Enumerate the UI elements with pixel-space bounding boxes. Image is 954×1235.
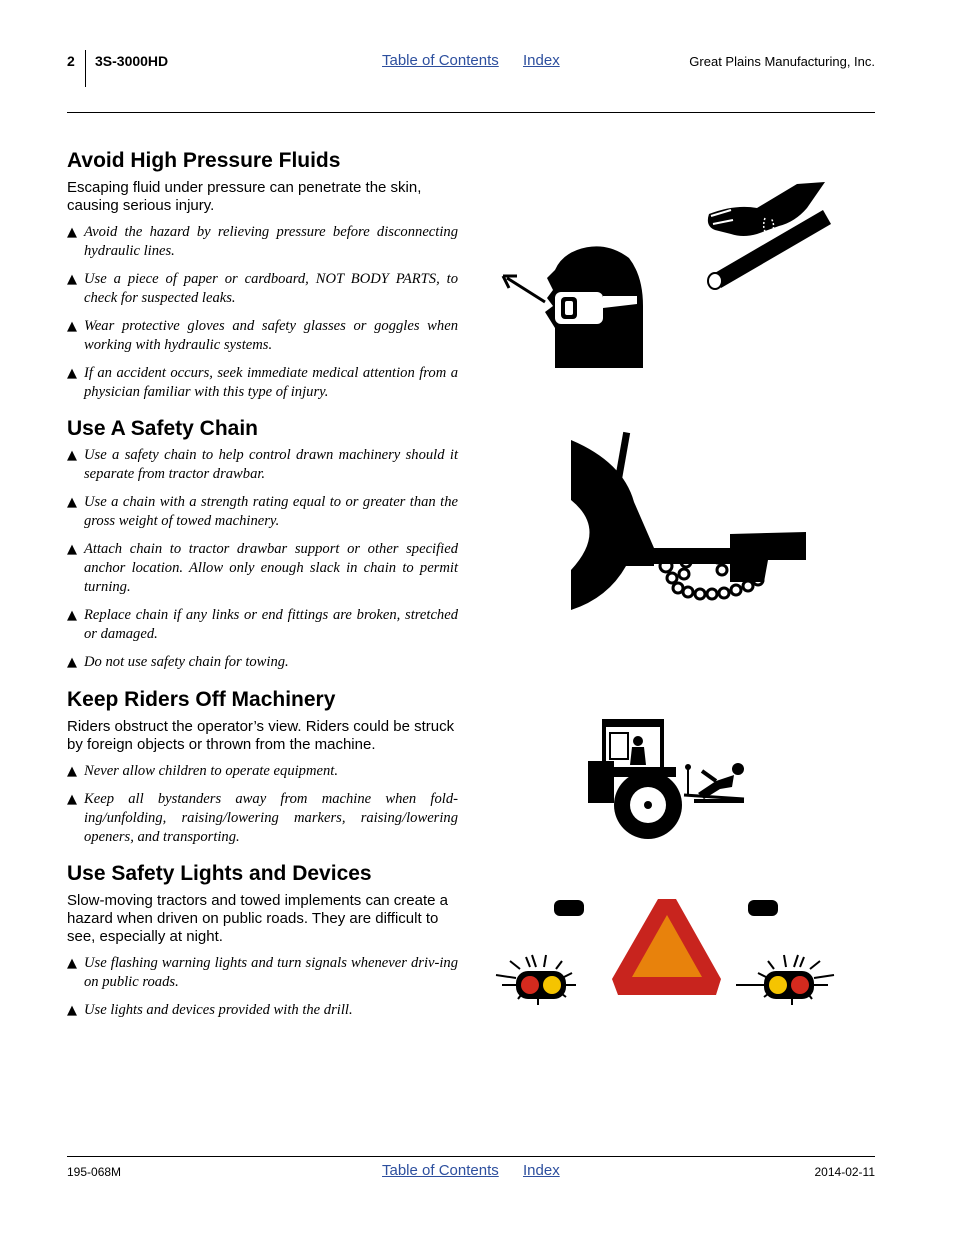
section-lights — [67, 862, 458, 1020]
bullet-triangle-icon: ▲ — [67, 495, 77, 510]
list-item: ▲ Use a chain with a strength rating equal to or greater than the gross weight of towed machinery. — [67, 494, 458, 529]
bullet-triangle-icon: ▲ — [67, 1003, 77, 1018]
header-rule — [67, 112, 875, 113]
footer-rule — [67, 1156, 875, 1157]
toc-link-footer[interactable]: Table of Contents — [382, 1162, 499, 1179]
list-item: ▲ Attach chain to tractor drawbar support or other specified anchor location. Allow only enough slack in chain to permit turning. — [67, 541, 458, 595]
model-name: 3S-3000HD — [95, 53, 169, 69]
bullet-list — [67, 446, 458, 672]
list-item: ▲ If an accident occurs, seek immediate medical attention from a physician familiar with this type of injury. — [67, 365, 458, 400]
list-item: ▲ Wear protective gloves and safety glasses or goggles when working with hydraulic systems. — [67, 318, 458, 353]
toc-link-header[interactable]: Table of Contents — [382, 52, 499, 69]
bullet-triangle-icon: ▲ — [67, 225, 77, 240]
bullet-list — [67, 762, 458, 847]
list-item: ▲ Never allow children to operate equipment. — [67, 763, 338, 779]
section-title: Keep Riders Off Machinery — [67, 688, 336, 711]
bullet-triangle-icon: ▲ — [67, 764, 77, 779]
list-item: ▲ Replace chain if any links or end fittings are broken, stretched or damaged. — [67, 607, 458, 642]
page-number: 2 — [67, 53, 75, 69]
list-item: ▲ Use a piece of paper or cardboard, NOT BODY PARTS, to check for suspected leaks. — [67, 271, 458, 306]
section-intro: Escaping fluid under pressure can penetrate the skin, causing serious injury. — [67, 179, 422, 214]
section-safety-chain — [67, 417, 458, 672]
riders-illustration — [584, 715, 750, 841]
bullet-list — [67, 954, 458, 1020]
safety-lights-illustration — [492, 893, 838, 1008]
section-title: Avoid High Pressure Fluids — [67, 149, 341, 172]
bullet-triangle-icon: ▲ — [67, 542, 77, 557]
safety-chain-illustration — [568, 430, 810, 612]
bullet-triangle-icon: ▲ — [67, 448, 77, 463]
section-intro: Slow-moving tractors and towed implements can create a hazard when driven on public roads. They are difficult to see, especially at night. — [67, 892, 449, 945]
header-divider — [85, 50, 86, 87]
bullet-triangle-icon: ▲ — [67, 655, 77, 670]
document-date: 2014-02-11 — [814, 1165, 875, 1179]
bullet-triangle-icon: ▲ — [67, 608, 77, 623]
bullet-triangle-icon: ▲ — [67, 272, 77, 287]
index-link-header[interactable]: Index — [523, 52, 560, 69]
section-title: Use A Safety Chain — [67, 417, 258, 440]
high-pressure-fluid-illustration — [495, 178, 835, 374]
section-intro: Riders obstruct the operator’s view. Riders could be struck by foreign objects or thrown from the machine. — [67, 718, 455, 753]
document-code: 195-068M — [67, 1165, 122, 1179]
list-item: ▲ Keep all bystanders away from machine when fold-ing/unfolding, raising/lowering markers, raising/lowering openers, and transporting. — [67, 791, 458, 845]
bullet-triangle-icon: ▲ — [67, 366, 77, 381]
list-item: ▲ Avoid the hazard by relieving pressure before disconnecting hydraulic lines. — [67, 224, 458, 259]
bullet-list — [67, 223, 458, 402]
company-name: Great Plains Manufacturing, Inc. — [689, 54, 875, 69]
bullet-triangle-icon: ▲ — [67, 319, 77, 334]
list-item: ▲ Use flashing warning lights and turn signals whenever driv-ing on public roads. — [67, 955, 458, 990]
section-high-pressure — [67, 149, 458, 402]
bullet-triangle-icon: ▲ — [67, 956, 77, 971]
list-item: ▲ Use a safety chain to help control drawn machinery should it separate from tractor drawbar. — [67, 447, 458, 482]
list-item: ▲ Do not use safety chain for towing. — [67, 654, 289, 670]
list-item: ▲ Use lights and devices provided with the drill. — [67, 1002, 353, 1018]
index-link-footer[interactable]: Index — [523, 1162, 560, 1179]
section-riders — [67, 688, 458, 847]
bullet-triangle-icon: ▲ — [67, 792, 77, 807]
section-title: Use Safety Lights and Devices — [67, 862, 372, 885]
